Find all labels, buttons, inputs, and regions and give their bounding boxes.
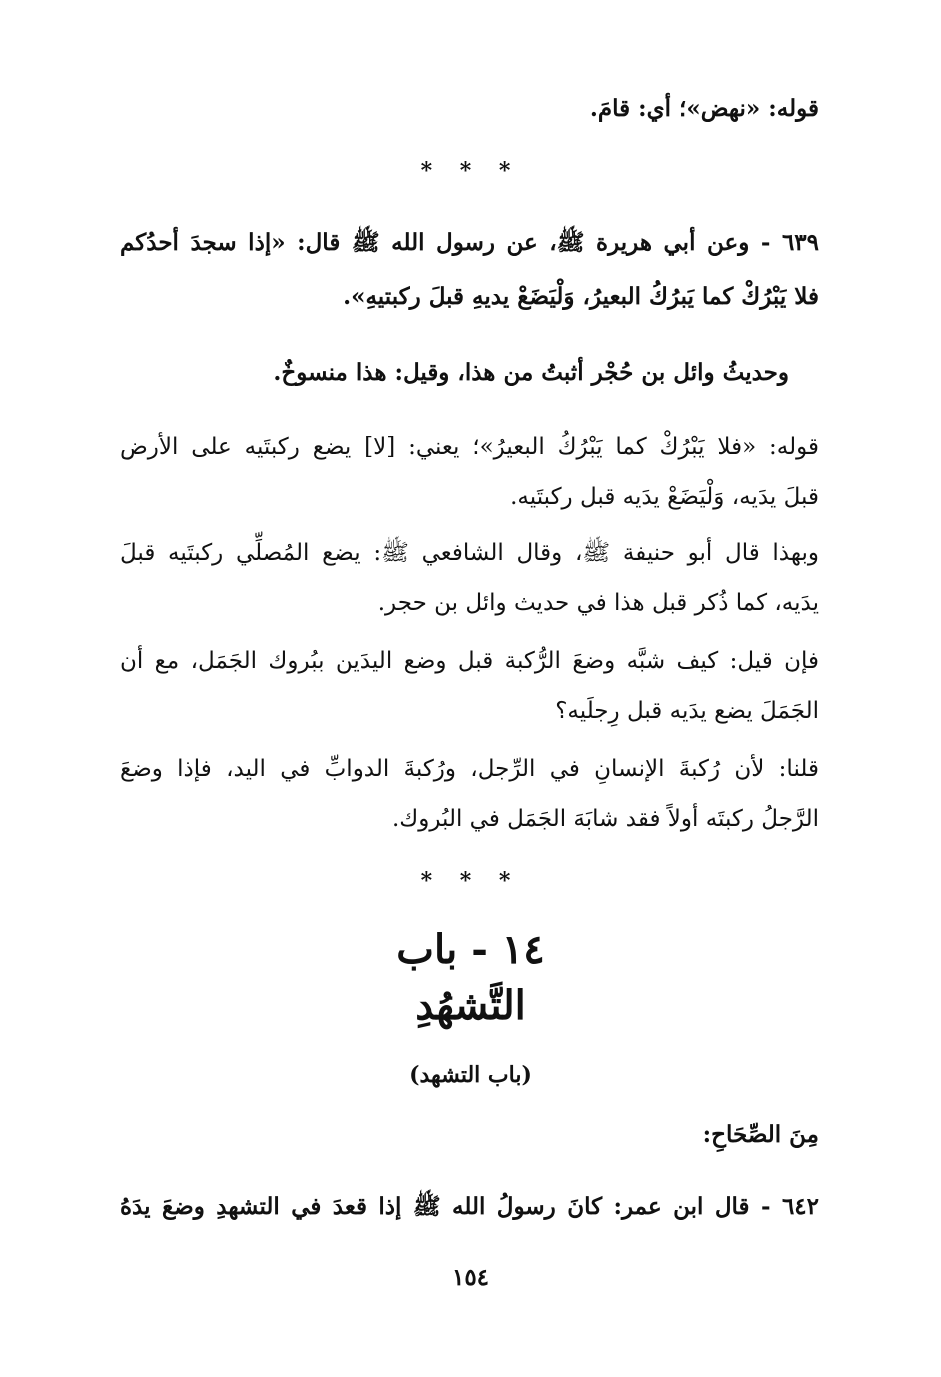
commentary-line: قلنا: لأن رُكبةَ الإنسانِ في الرِّجل، ورُكبةَ الدوابِّ في اليد، فإذا وضعَ bbox=[120, 756, 819, 782]
commentary-line: الجَمَلَ يضع يدَيه قبل رِجلَيه؟ bbox=[555, 698, 819, 724]
commentary-line: قبلَ يدَيه، وَلْيَضَعْ يدَيه قبل ركبتَيه. bbox=[510, 484, 819, 510]
section-caption: (باب التشهد) bbox=[409, 1062, 532, 1088]
chapter-title: ١٤ - باب bbox=[396, 926, 545, 973]
hadith-639-line-2: فلا يَبْرُكْ كما يَبرُكُ البعيرُ، وَلْيَضَعْ يديهِ قبلَ ركبتيهِ». bbox=[343, 283, 819, 310]
text-line: قوله: «نهض»؛ أي: قامَ. bbox=[589, 95, 819, 122]
commentary-line: وبهذا قال أبو حنيفة ﷺ، وقال الشافعي ﷺ: يضع المُصلِّي ركبتَيه قبلَ bbox=[120, 540, 819, 566]
commentary-line: يدَيه، كما ذُكر قبل هذا في حديث وائل بن حجر. bbox=[377, 590, 819, 616]
commentary-line: فإن قيل: كيف شبَّه وضعَ الرُّكبة قبل وضع اليدَين ببُروك الجَمَل، مع أن bbox=[120, 648, 819, 674]
section-separator: * * * bbox=[420, 158, 521, 184]
text-line: وحديثُ وائل بن حُجْر أثبتُ من هذا، وقيل: هذا منسوخٌ. bbox=[273, 359, 789, 386]
subheading: مِنَ الصِّحَاحِ: bbox=[702, 1121, 819, 1148]
hadith-642-line-1: ٦٤٢ - قال ابن عمر: كانَ رسولُ الله ﷺ إذا قعدَ في التشهدِ وضعَ يدَهُ bbox=[120, 1193, 819, 1220]
page-number: ١٥٤ bbox=[451, 1264, 490, 1291]
chapter-subtitle: التَّشهُدِ bbox=[415, 982, 526, 1029]
hadith-639-line-1: ٦٣٩ - وعن أبي هريرة ﷺ، عن رسول الله ﷺ قال: «إذا سجدَ أحدُكم bbox=[120, 229, 819, 256]
commentary-line: الرَّجلُ ركبتَه أولاً فقد شابَهَ الجَمَل في البُروك. bbox=[391, 806, 819, 832]
commentary-line: قوله: «فلا يَبْرُكْ كما يَبْرُكُ البعيرُ»؛ يعني: [لا] يضع ركبتَيه على الأرض bbox=[120, 434, 819, 460]
section-separator: * * * bbox=[420, 868, 521, 894]
